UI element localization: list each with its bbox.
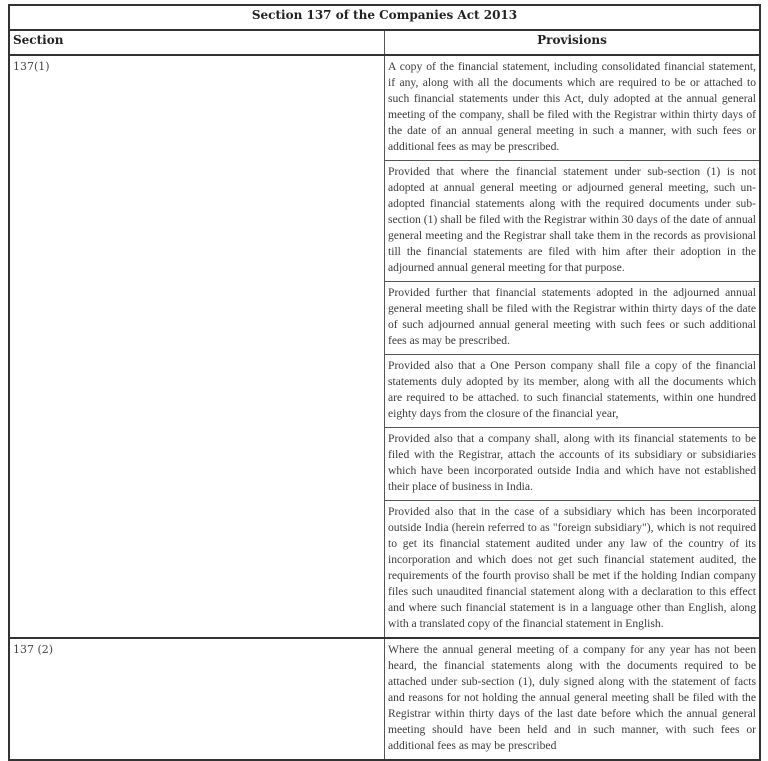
table-row — [9, 55, 760, 161]
section-cell: 137 (2) — [9, 638, 385, 760]
provision-cell: Provided that where the financial statement under sub-section (1) is not adopted at annual general meeting or adjourned general meeting, such un-adopted financial statements along with the required documents under sub-section (1) shall be filed with the Registrar within 30 days of the date of annual general meeting and the Registrar shall take them in the records as provisional till the financial statements are filed with him after their adoption in the adjourned annual general meeting for that purpose. — [385, 161, 761, 282]
section-137-table — [8, 4, 761, 761]
table-title-row — [9, 5, 760, 30]
provision-cell: Provided also that a One Person company shall file a copy of the financial statements duly adopted by its member, along with all the documents which are required to be attached. to such financial statements, within one hundred eighty days from the closure of the financial year, — [385, 355, 761, 428]
provision-cell: A copy of the financial statement, including consolidated financial statement, if any, along with all the documents which are required to be or attached to such financial statements under this Act, duly adopted at the annual general meeting of the company, shall be filed with the Registrar within thirty days of the date of an annual general meeting in such a manner, with such fees or additional fees as may be prescribed. — [385, 55, 761, 161]
column-header-section: Section — [9, 30, 385, 55]
provision-cell: Provided also that in the case of a subsidiary which has been incorporated outside India (herein referred to as "foreign subsidiary"), which is not required to get its financial statement audited under any law of the country of its incorporation and which does not get such financial statement audited, the requirements of the fourth proviso shall be met if the holding Indian company files such unaudited financial statement along with a declaration to this effect and where such financial statement is in a language other than English, along with a translated copy of the financial statement in English. — [385, 501, 761, 639]
section-cell: 137(1) — [9, 55, 385, 638]
table-title: Section 137 of the Companies Act 2013 — [9, 5, 760, 30]
table-header-row — [9, 30, 760, 55]
provision-cell: Where the annual general meeting of a company for any year has not been heard, the financial statements along with the documents required to be attached under sub-section (1), duly signed along with the statement of facts and reasons for not holding the annual general meeting shall be filed with the Registrar within thirty days of the last date before which the annual general meeting should have been held and in such manner, with such fees or additional fees as may be prescribed — [385, 638, 761, 760]
column-header-provisions: Provisions — [385, 30, 761, 55]
section-137-table-container — [8, 4, 761, 761]
provision-cell: Provided also that a company shall, along with its financial statements to be filed with the Registrar, attach the accounts of its subsidiary or subsidiaries which have been incorporated outside India and which have not established their place of business in India. — [385, 428, 761, 501]
provision-cell: Provided further that financial statements adopted in the adjourned annual general meeting shall be filed with the Registrar within thirty days of the date of such adjourned annual general meeting with such fees or such additional fees as may be prescribed. — [385, 282, 761, 355]
table-row — [9, 638, 760, 760]
